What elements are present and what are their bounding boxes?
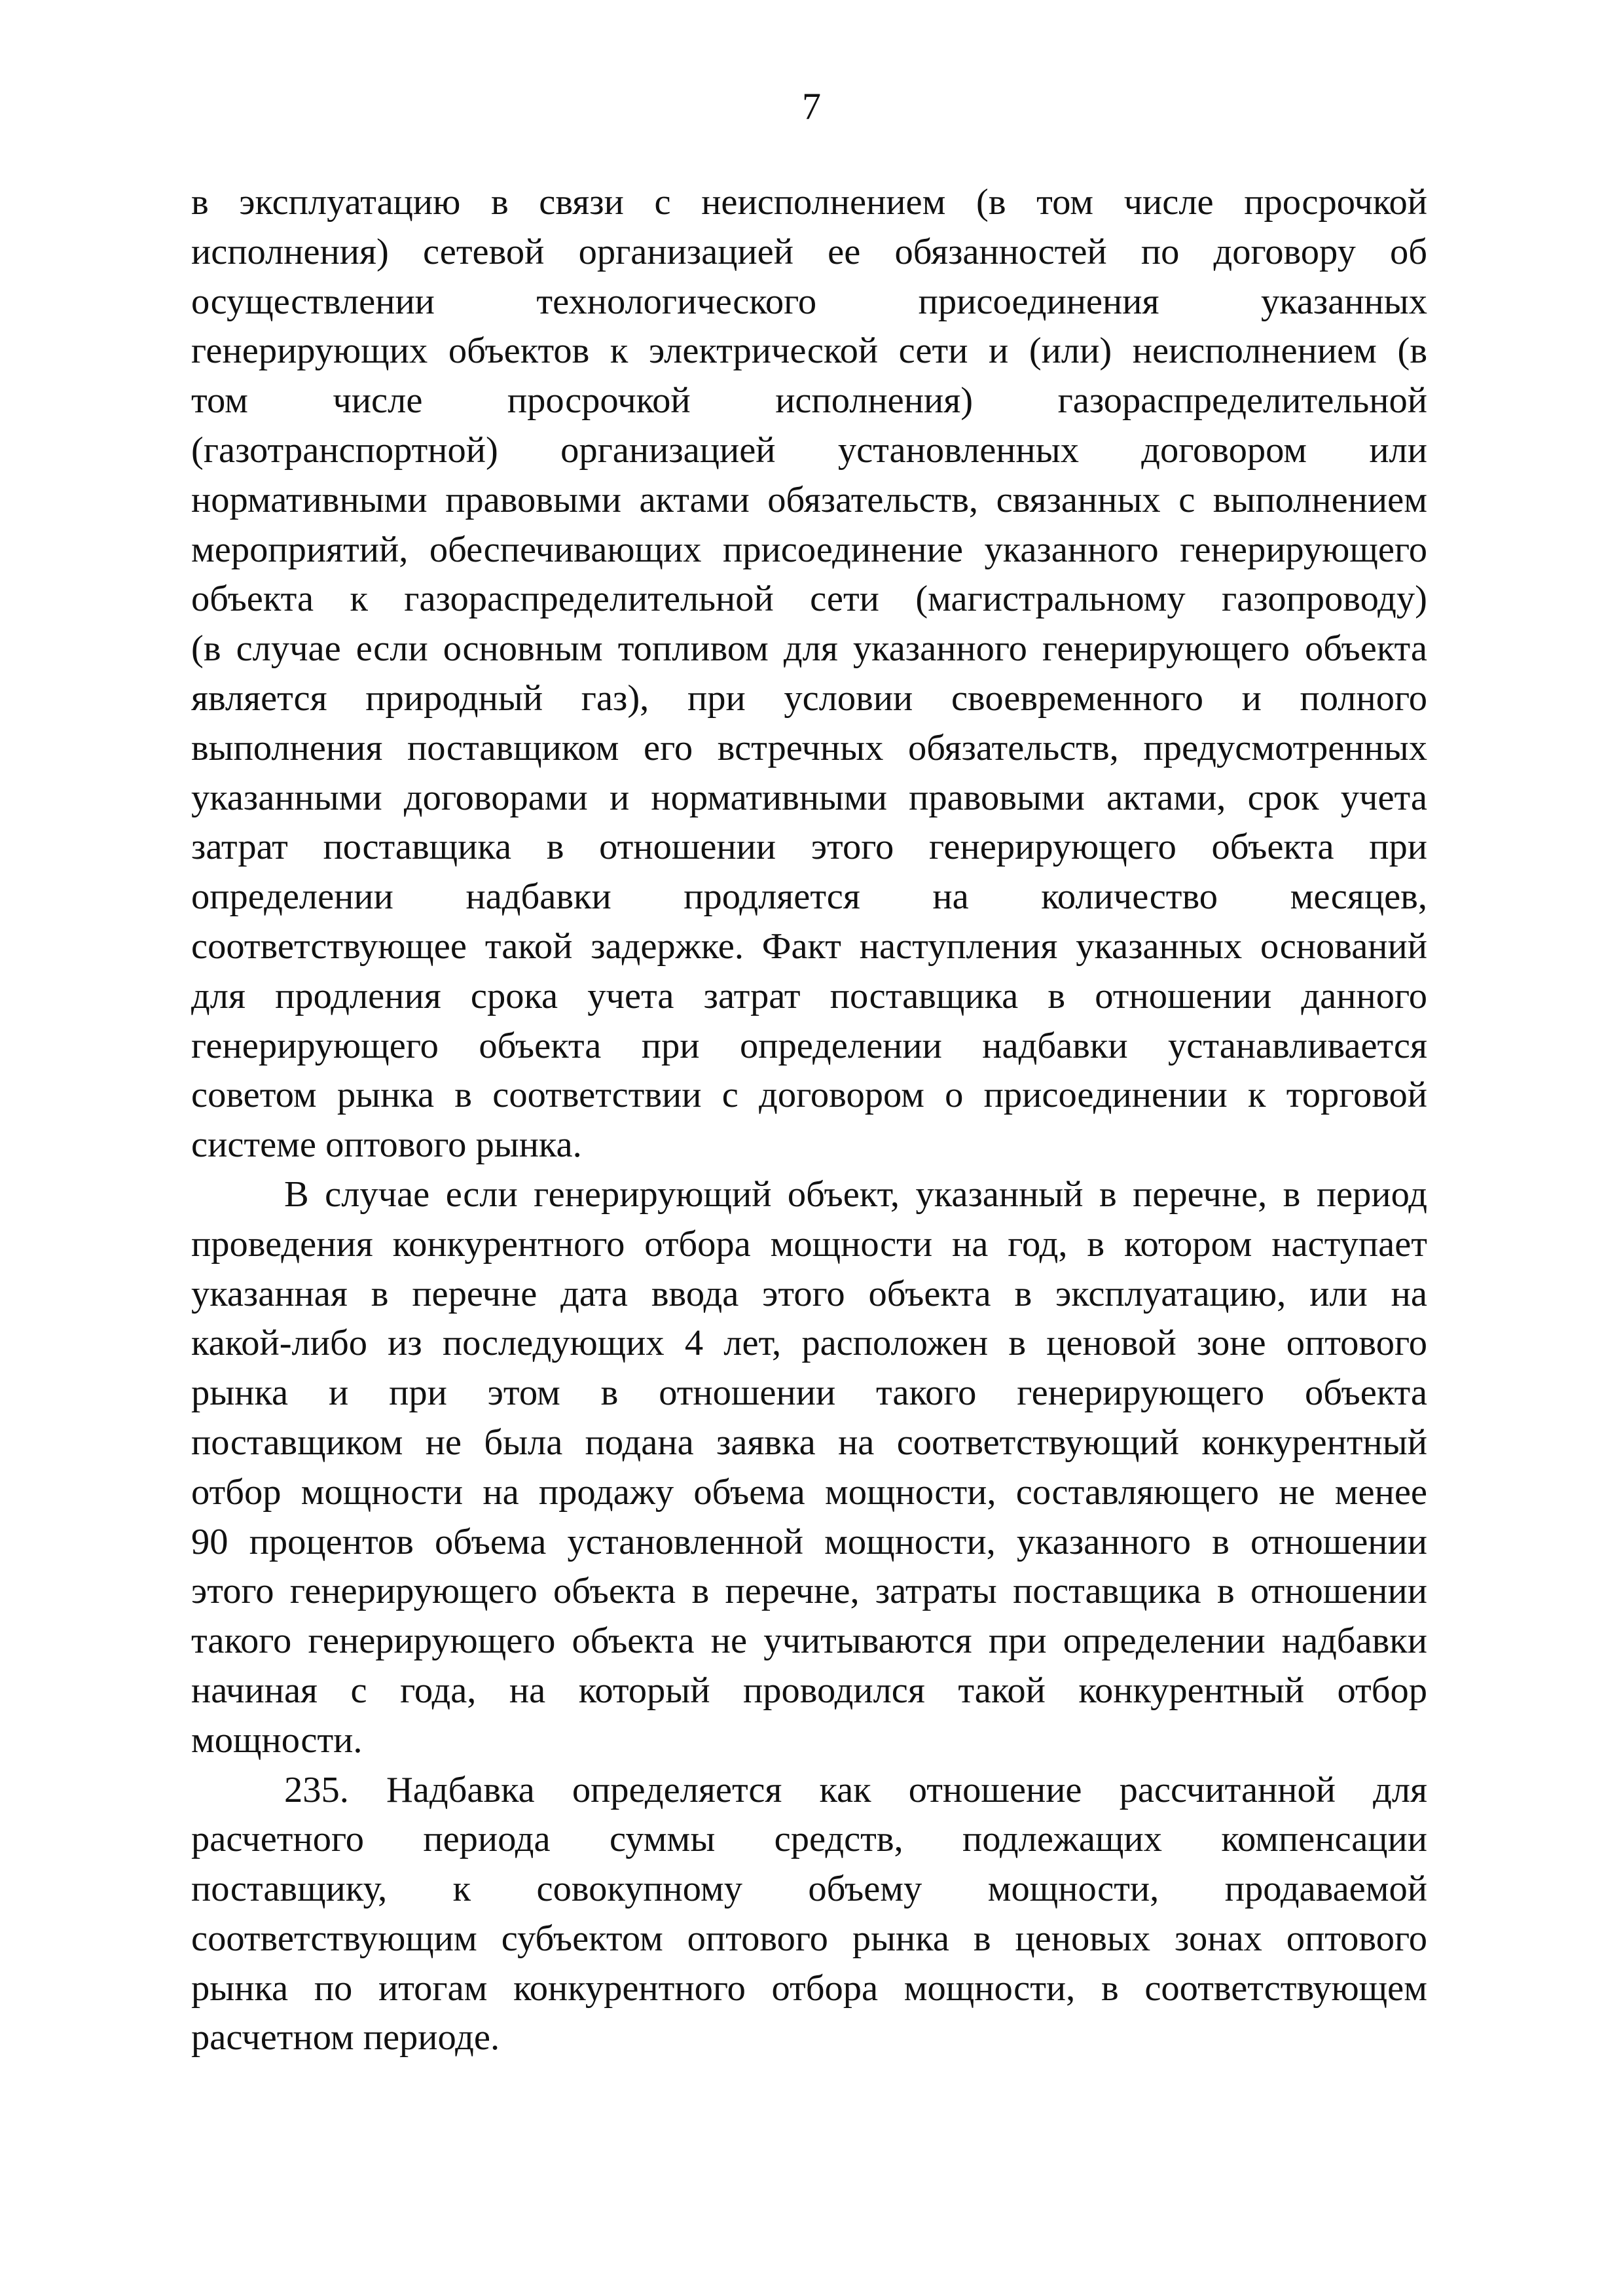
page-number: 7 xyxy=(802,85,821,128)
text-line: объекта к газораспределительной сети (магистральному газопроводу) xyxy=(191,579,1427,620)
text-line: генерирующего объекта при определении надбавки устанавливается xyxy=(191,1025,1427,1066)
text-line: рынка по итогам конкурентного отбора мощности, в соответствующем xyxy=(191,1967,1427,2009)
text-line: затрат поставщика в отношении этого генерирующего объекта при xyxy=(191,827,1427,868)
document-body xyxy=(191,178,1427,2063)
text-line: 90 процентов объема установленной мощности, указанного в отношении xyxy=(191,1521,1427,1562)
paragraph xyxy=(191,1766,1427,2064)
text-line: проведения конкурентного отбора мощности на год, в котором наступает xyxy=(191,1223,1427,1265)
text-line: том числе просрочкой исполнения) газораспределительной xyxy=(191,380,1427,422)
text-line: для продления срока учета затрат поставщика в отношении данного xyxy=(191,975,1427,1016)
text-line: соответствующее такой задержке. Факт наступления указанных оснований xyxy=(191,925,1427,967)
text-line: определении надбавки продляется на количество месяцев, xyxy=(191,876,1427,918)
text-line: В случае если генерирующий объект, указанный в перечне, в период xyxy=(284,1174,1427,1215)
text-line: в эксплуатацию в связи с неисполнением (в том числе просрочкой xyxy=(191,182,1427,223)
text-line: 235. Надбавка определяется как отношение рассчитанной для xyxy=(284,1769,1427,1810)
text-line: советом рынка в соответствии с договором о присоединении к торговой xyxy=(191,1075,1427,1116)
paragraph xyxy=(191,1170,1427,1766)
text-line: начиная с года, на который проводился такой конкурентный отбор xyxy=(191,1670,1427,1711)
text-line: (в случае если основным топливом для указанного генерирующего объекта xyxy=(191,628,1427,670)
text-line: этого генерирующего объекта в перечне, затраты поставщика в отношении xyxy=(191,1571,1427,1612)
text-line: соответствующим субъектом оптового рынка в ценовых зонах оптового xyxy=(191,1918,1427,1959)
text-line: мероприятий, обеспечивающих присоединение указанного генерирующего xyxy=(191,529,1427,570)
text-line: рынка и при этом в отношении такого генерирующего объекта xyxy=(191,1372,1427,1414)
text-line: поставщиком не была подана заявка на соответствующий конкурентный xyxy=(191,1422,1427,1463)
text-line: поставщику, к совокупному объему мощности, продаваемой xyxy=(191,1869,1427,1910)
text-line: расчетного периода суммы средств, подлежащих компенсации xyxy=(191,1819,1427,1860)
text-line: осуществлении технологического присоединения указанных xyxy=(191,281,1427,322)
text-line: расчетном периоде. xyxy=(191,2017,500,2058)
text-line: системе оптового рынка. xyxy=(191,1124,582,1166)
text-line: генерирующих объектов к электрической сети и (или) неисполнением (в xyxy=(191,331,1427,372)
text-line: (газотранспортной) организацией установленных договором или xyxy=(191,429,1427,471)
text-line: какой-либо из последующих 4 лет, расположен в ценовой зоне оптового xyxy=(191,1323,1427,1364)
text-line: отбор мощности на продажу объема мощности, составляющего не менее xyxy=(191,1471,1427,1513)
text-line: выполнения поставщиком его встречных обязательств, предусмотренных xyxy=(191,727,1427,768)
text-line: исполнения) сетевой организацией ее обязанностей по договору об xyxy=(191,231,1427,272)
text-line: указанными договорами и нормативными правовыми актами, срок учета xyxy=(191,777,1427,818)
paragraph xyxy=(191,178,1427,1170)
text-line: мощности. xyxy=(191,1719,363,1761)
text-line: является природный газ), при условии своевременного и полного xyxy=(191,677,1427,719)
text-line: указанная в перечне дата ввода этого объекта в эксплуатацию, или на xyxy=(191,1273,1427,1314)
text-line: такого генерирующего объекта не учитываются при определении надбавки xyxy=(191,1621,1427,1662)
text-line: нормативными правовыми актами обязательств, связанных с выполнением xyxy=(191,479,1427,520)
